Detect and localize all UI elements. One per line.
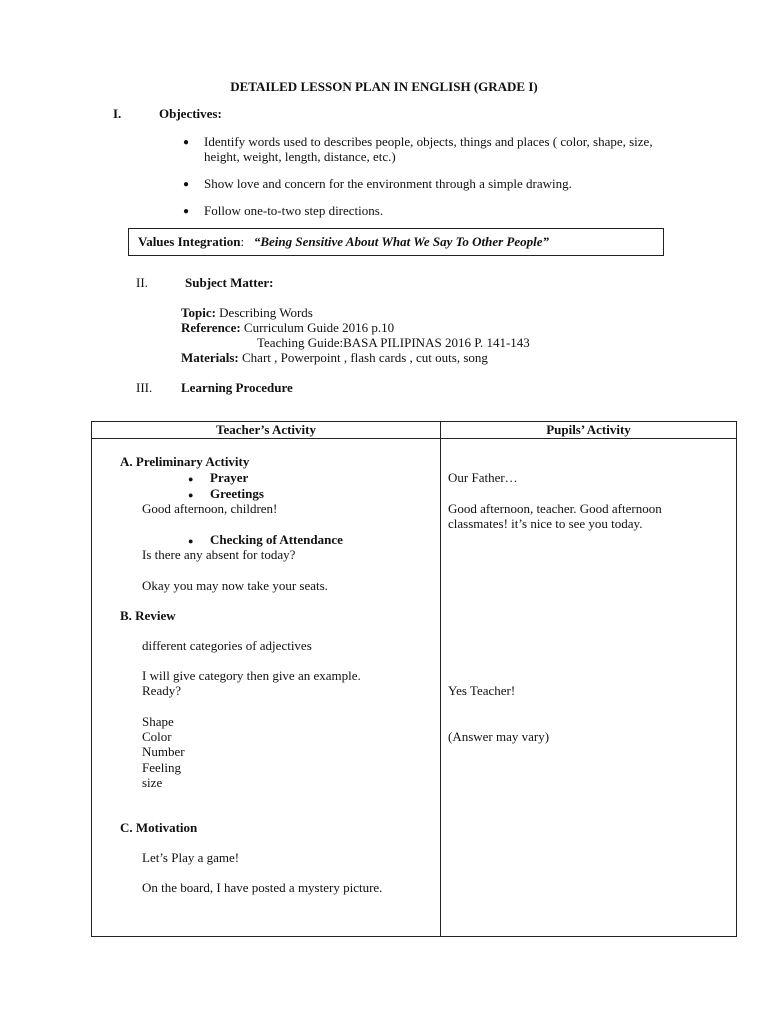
reference-label: Reference: xyxy=(181,320,241,335)
materials-value: Chart , Powerpoint , flash cards , cut outs, song xyxy=(242,350,488,365)
prayer-item: Prayer xyxy=(210,470,249,485)
reference-value-2: Teaching Guide:BASA PILIPINAS 2016 P. 141-143 xyxy=(257,335,530,350)
learning-procedure-heading: Learning Procedure xyxy=(181,380,293,395)
bullet-icon: ● xyxy=(188,536,194,546)
greetings-item: Greetings xyxy=(210,486,264,501)
our-father-text: Our Father… xyxy=(448,470,518,485)
review-heading: B. Review xyxy=(120,608,176,623)
topic-label: Topic: xyxy=(181,305,216,320)
preliminary-activity-heading: A. Preliminary Activity xyxy=(120,454,250,469)
bullet-icon: ● xyxy=(183,179,190,190)
values-label: Values Integration xyxy=(138,234,241,249)
section-1-number: I. xyxy=(113,106,122,121)
play-game-text: Let’s Play a game! xyxy=(142,850,240,865)
category-item: Number xyxy=(142,744,185,759)
ready-text: Ready? xyxy=(142,683,181,698)
subject-matter-heading: Subject Matter: xyxy=(185,275,274,290)
table-row xyxy=(92,439,737,937)
pupil-greeting-line-2: classmates! it’s nice to see you today. xyxy=(448,516,643,531)
good-afternoon-text: Good afternoon, children! xyxy=(142,501,278,516)
topic-value: Describing Words xyxy=(219,305,313,320)
section-2-number: II. xyxy=(136,275,148,290)
materials-label: Materials: xyxy=(181,350,239,365)
pupils-activity-header: Pupils’ Activity xyxy=(441,422,737,439)
objective-text: Follow one-to-two step directions. xyxy=(204,203,384,218)
give-category-text: I will give category then give an example. xyxy=(142,668,361,683)
pupil-greeting-line-1: Good afternoon, teacher. Good afternoon xyxy=(448,501,662,516)
materials-row xyxy=(181,350,488,365)
bullet-icon: ● xyxy=(183,137,190,148)
values-colon: : xyxy=(240,234,245,249)
procedure-table xyxy=(91,421,737,937)
table-header-row xyxy=(92,422,737,439)
objectives-heading: Objectives: xyxy=(159,106,222,121)
category-item: Shape xyxy=(142,714,174,729)
teacher-activity-header: Teacher’s Activity xyxy=(92,422,441,439)
document-title: DETAILED LESSON PLAN IN ENGLISH (GRADE I) xyxy=(230,79,538,94)
checking-attendance-item: Checking of Attendance xyxy=(210,532,343,547)
category-item: Color xyxy=(142,729,172,744)
pupils-activity-cell xyxy=(441,439,737,937)
absent-question-text: Is there any absent for today? xyxy=(142,547,296,562)
yes-teacher-text: Yes Teacher! xyxy=(448,683,516,698)
objective-text: Show love and concern for the environment through a simple drawing. xyxy=(204,176,572,191)
objective-text: Identify words used to describes people, objects, things and places ( color, shape, size, height, weight, length, distance, etc.) xyxy=(204,134,653,164)
reference-value-1: Curriculum Guide 2016 p.10 xyxy=(243,320,395,335)
take-seats-text: Okay you may now take your seats. xyxy=(142,578,328,593)
values-text: “Being Sensitive About What We Say To Other People” xyxy=(253,234,550,249)
mystery-picture-text: On the board, I have posted a mystery picture. xyxy=(142,880,383,895)
category-item: Feeling xyxy=(142,760,181,775)
bullet-icon: ● xyxy=(183,206,190,217)
categories-text: different categories of adjectives xyxy=(142,638,312,653)
topic-row xyxy=(181,305,313,320)
reference-row xyxy=(181,320,394,335)
motivation-heading: C. Motivation xyxy=(120,820,198,835)
bullet-icon: ● xyxy=(188,490,194,500)
values-integration-box xyxy=(128,228,664,256)
bullet-icon: ● xyxy=(188,474,194,484)
category-item: size xyxy=(142,775,163,790)
answer-vary-text: (Answer may vary) xyxy=(448,729,550,744)
teacher-activity-cell xyxy=(92,439,441,937)
section-3-number: III. xyxy=(136,380,153,395)
